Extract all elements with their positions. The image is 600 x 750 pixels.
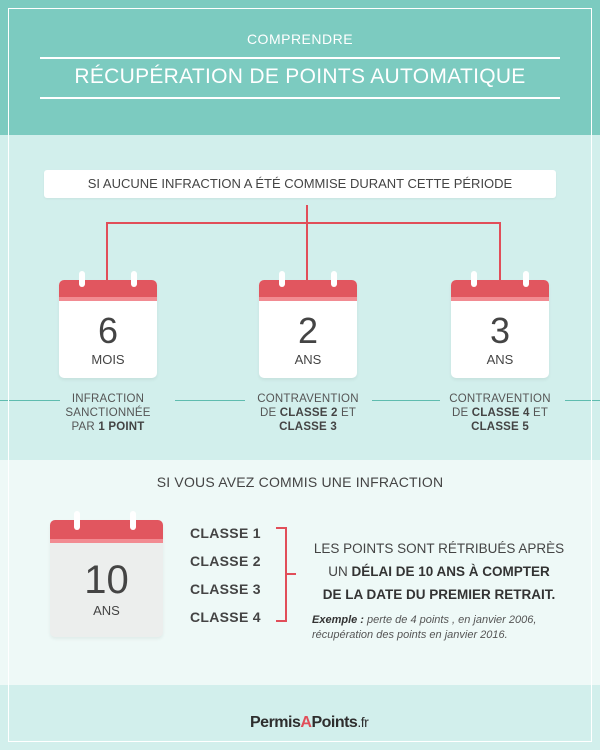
calendar-unit: ANS [294, 352, 322, 367]
example-line: perte de 4 points , en janvier 2006, [363, 614, 537, 626]
calendar-ring-icon [74, 511, 80, 530]
desc-line: CONTRAVENTION [257, 393, 359, 405]
desc-bold: CLASSE 4 [471, 407, 530, 419]
result-text [305, 537, 573, 606]
title-rule-bottom [40, 97, 560, 99]
bracket-tip [287, 573, 296, 575]
desc-line: DE [451, 407, 472, 419]
description-2-years [228, 392, 388, 434]
calendar-number: 3 [489, 310, 511, 351]
calendar-icon-3-years [451, 280, 549, 378]
logo-part: Points [311, 714, 358, 731]
calendar-icon-2-years [259, 280, 357, 378]
connector-stem [306, 205, 308, 223]
desc-line: ET [529, 407, 549, 419]
classe-3-label: CLASSE 3 [190, 581, 261, 597]
classe-4-label: CLASSE 4 [190, 609, 261, 625]
desc-line: DE [259, 407, 280, 419]
calendar-ring-icon [131, 271, 137, 287]
calendar-ring-icon [79, 271, 85, 287]
calendar-ring-icon [471, 271, 477, 287]
calendar-ring-icon [523, 271, 529, 287]
condition-banner: SI AUCUNE INFRACTION A ÉTÉ COMMISE DURANT CETTE PÉRIODE [44, 170, 556, 198]
example-line: récupération des points en janvier 2016. [312, 629, 508, 641]
calendar-unit: ANS [93, 603, 120, 618]
desc-bold: 1 POINT [98, 421, 145, 433]
permisapoints-logo [250, 714, 368, 732]
calendar-number: 2 [297, 310, 319, 351]
result-line: LES POINTS SONT RÉTRIBUÉS APRÈS [313, 541, 565, 556]
example-text [312, 613, 572, 643]
desc-bold: CLASSE 5 [471, 421, 529, 433]
calendar-ring-icon [130, 511, 136, 530]
calendar-unit: MOIS [91, 352, 125, 367]
page-title: RÉCUPÉRATION DE POINTS AUTOMATIQUE [74, 65, 526, 88]
connector-middle [306, 222, 308, 280]
example-label: Exemple : [312, 614, 364, 626]
calendar-icon-6-months [59, 280, 157, 378]
desc-line: PAR [71, 421, 99, 433]
calendar-icon-10-years [50, 520, 163, 637]
calendar-unit: ANS [486, 352, 514, 367]
logo-part: Permis [250, 714, 301, 731]
desc-line: CONTRAVENTION [449, 393, 551, 405]
description-6-months [28, 392, 188, 434]
calendar-number: 10 [84, 558, 129, 602]
result-bold: DÉLAI DE 10 ANS À COMPTER [351, 564, 550, 579]
calendar-ring-icon [331, 271, 337, 287]
section-heading: SI VOUS AVEZ COMMIS UNE INFRACTION [156, 474, 444, 490]
logo-tld: .fr [357, 714, 369, 730]
connector-horizontal [106, 222, 501, 224]
desc-bold: CLASSE 2 [279, 407, 338, 419]
desc-bold: CLASSE 3 [279, 421, 337, 433]
header-kicker: COMPRENDRE [246, 31, 354, 47]
connector-left [106, 222, 108, 280]
classe-2-label: CLASSE 2 [190, 553, 261, 569]
result-line: UN [328, 564, 352, 579]
classe-1-label: CLASSE 1 [190, 525, 261, 541]
desc-line: ET [337, 407, 357, 419]
description-3-years [420, 392, 580, 434]
calendar-number: 6 [97, 310, 119, 351]
result-bold: DE LA DATE DU PREMIER RETRAIT. [322, 587, 556, 602]
logo-accent: A [300, 714, 312, 731]
calendar-ring-icon [279, 271, 285, 287]
header-banner [0, 0, 600, 135]
desc-line: SANCTIONNÉE [65, 407, 151, 419]
title-rule-top [40, 57, 560, 59]
connector-right [499, 222, 501, 280]
bracket-icon [276, 527, 287, 622]
desc-line: INFRACTION [71, 393, 145, 405]
